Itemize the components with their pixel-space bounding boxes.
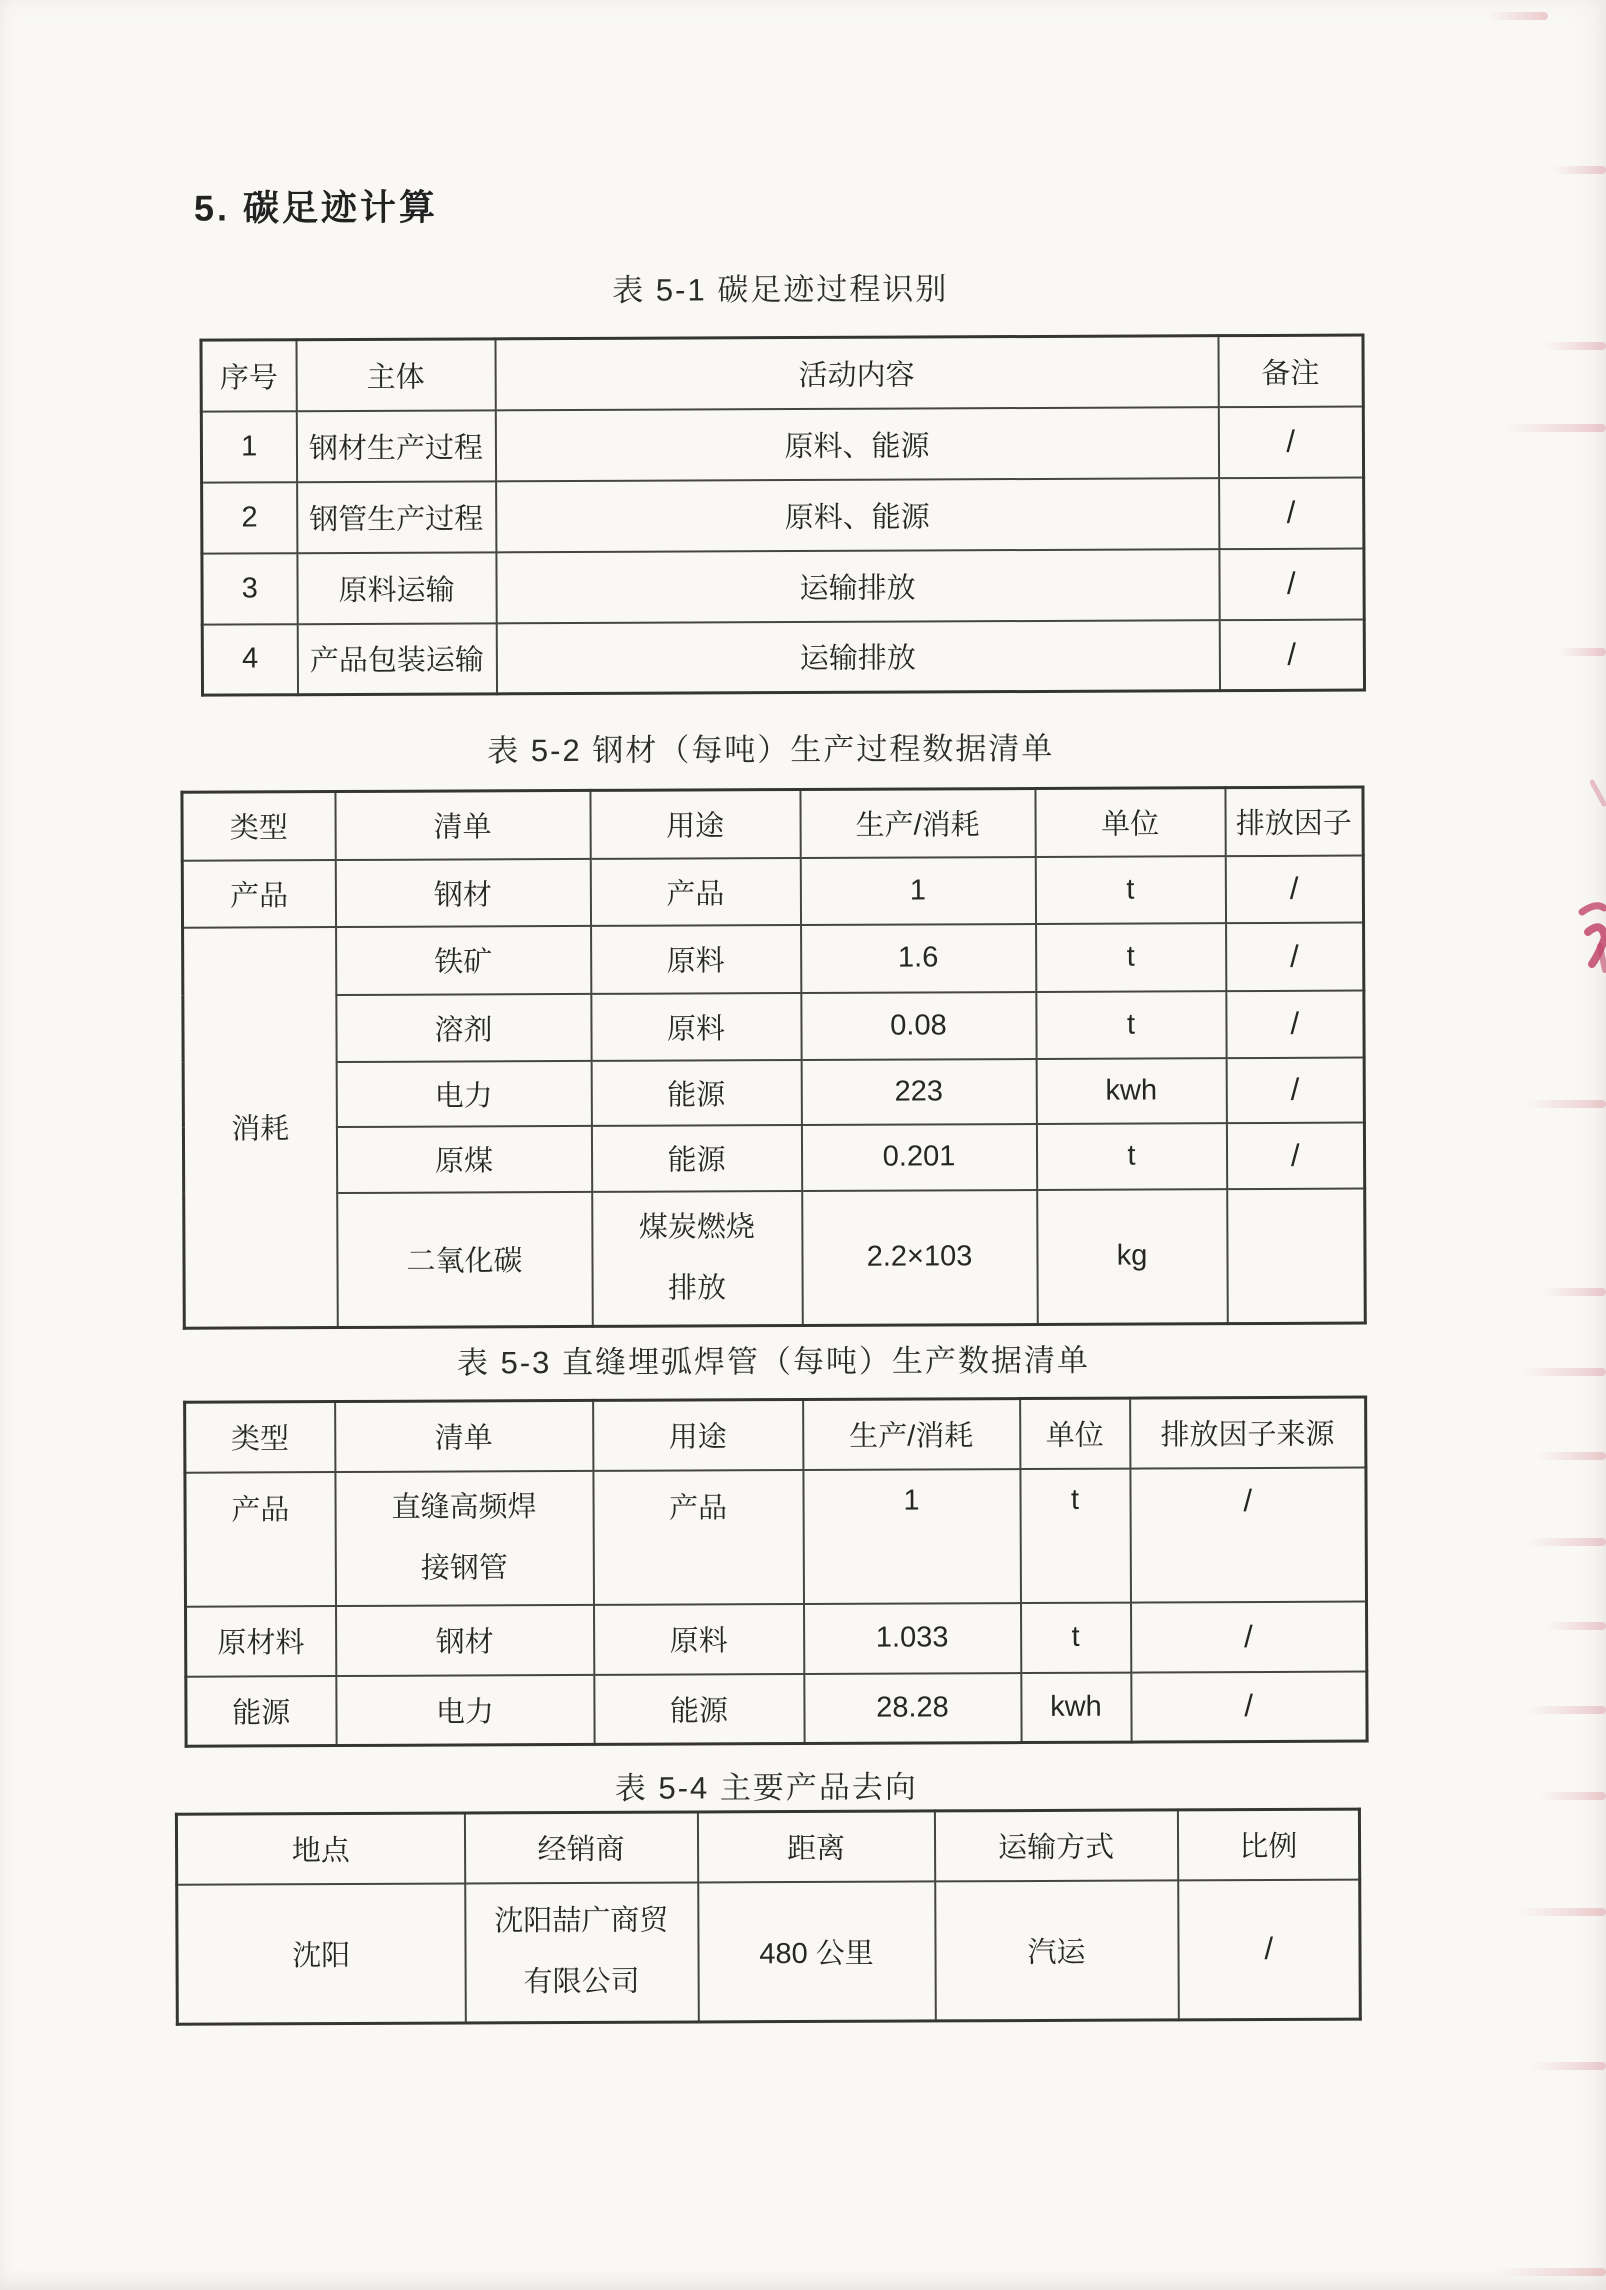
table-row — [183, 922, 1364, 995]
cell — [803, 1469, 1021, 1604]
text: 产品 — [231, 1493, 290, 1526]
header-cell: 生产/消耗 — [803, 1399, 1020, 1470]
cell: 二氧化碳 — [337, 1191, 593, 1327]
table-row — [185, 1467, 1367, 1606]
cell — [1020, 1468, 1131, 1602]
table-row — [202, 548, 1364, 624]
text: 产品 — [668, 1491, 728, 1525]
header-cell: 比例 — [1177, 1809, 1359, 1880]
table-5-2 — [180, 786, 1366, 1330]
cell: 产品 — [182, 860, 335, 928]
cell: 溶剂 — [336, 993, 591, 1061]
table-row — [201, 406, 1363, 482]
cell: 汽运 — [935, 1880, 1179, 2021]
cell: 28.28 — [804, 1673, 1021, 1744]
header-cell: 生产/消耗 — [800, 788, 1035, 857]
cell: 产品 — [590, 858, 800, 926]
cell: 铁矿 — [336, 925, 591, 994]
cell: / — [1219, 477, 1364, 549]
cell: / — [1130, 1601, 1366, 1672]
text: t — [1070, 1483, 1080, 1516]
cell: 能源 — [591, 1060, 801, 1126]
cell: kwh — [1036, 1058, 1226, 1124]
cell — [1130, 1467, 1367, 1602]
rowspan-cell: 消耗 — [183, 927, 338, 1329]
table-row — [186, 1601, 1367, 1676]
cell: 原料 — [594, 1604, 804, 1675]
cell: 0.08 — [801, 991, 1036, 1059]
cell: 钢材 — [335, 858, 590, 926]
table-row — [182, 855, 1363, 927]
cell: kwh — [1021, 1672, 1131, 1742]
cell: 原料、能源 — [496, 478, 1219, 552]
text: 1 — [903, 1483, 920, 1517]
cell: 3 — [202, 553, 297, 624]
cell: / — [1218, 406, 1363, 478]
table-row — [186, 1671, 1367, 1746]
table-row — [177, 1879, 1361, 2024]
cell: 产品包装运输 — [297, 623, 496, 695]
two-line-text — [593, 1210, 801, 1305]
header-cell: 排放因子 — [1225, 787, 1363, 856]
header-cell: 清单 — [335, 1400, 593, 1471]
cell: 1.033 — [804, 1603, 1021, 1674]
table-row — [183, 1057, 1364, 1127]
header-cell: 地点 — [176, 1813, 464, 1884]
table-row — [184, 1188, 1366, 1328]
cell: / — [1226, 1057, 1364, 1123]
cell: 223 — [801, 1058, 1036, 1124]
cell: 能源 — [594, 1674, 804, 1745]
table-5-1-caption: 表 5-1 碳足迹过程识别 — [612, 271, 949, 308]
header-cell: 距离 — [697, 1811, 934, 1882]
header-cell: 类型 — [185, 1402, 335, 1473]
table-row — [202, 619, 1364, 695]
cell: / — [1225, 855, 1363, 923]
cell: 原料 — [591, 925, 801, 994]
cell: 运输排放 — [496, 549, 1219, 623]
cell: kg — [1037, 1189, 1228, 1325]
cell: 2.2×103 — [802, 1189, 1038, 1325]
header-cell: 主体 — [296, 339, 495, 411]
header-cell: 清单 — [335, 790, 590, 859]
header-cell: 经销商 — [464, 1812, 697, 1883]
cell: / — [1226, 1122, 1364, 1189]
two-line-text — [336, 1492, 592, 1583]
table-row — [176, 1809, 1359, 1884]
table-row — [202, 477, 1364, 553]
table-5-4-caption: 表 5-4 主要产品去向 — [614, 1769, 918, 1806]
two-line-text — [466, 1904, 697, 1999]
cell: 电力 — [336, 1674, 594, 1745]
line: 排放 — [668, 1272, 727, 1305]
table-row — [183, 1122, 1364, 1193]
cell: 电力 — [336, 1060, 591, 1126]
cell: / — [1178, 1879, 1361, 2020]
table-row — [185, 1397, 1366, 1472]
table-5-2-caption: 表 5-2 钢材（每吨）生产过程数据清单 — [487, 730, 1055, 769]
cell — [335, 1470, 594, 1605]
header-cell: 类型 — [182, 792, 335, 861]
cell: / — [1226, 922, 1364, 991]
cell: t — [1020, 1602, 1130, 1672]
cell: t — [1036, 991, 1226, 1059]
cell: 原料 — [591, 993, 801, 1061]
cell: 钢材 — [336, 1604, 594, 1675]
cell: / — [1219, 619, 1364, 691]
section-title: 5. 碳足迹计算 — [193, 186, 439, 229]
cell: / — [1131, 1671, 1367, 1742]
cell: 1 — [800, 856, 1035, 924]
cell — [185, 1472, 336, 1607]
line: 接钢管 — [420, 1551, 508, 1585]
cell: 0.201 — [801, 1123, 1036, 1190]
cell: 1.6 — [801, 923, 1036, 992]
header-cell: 活动内容 — [495, 336, 1218, 410]
table-row — [183, 990, 1364, 1062]
header-cell: 运输方式 — [934, 1810, 1177, 1881]
cell: 钢材生产过程 — [296, 410, 495, 482]
cell — [592, 1191, 803, 1327]
cell: 钢管生产过程 — [297, 481, 496, 553]
cell: 能源 — [591, 1125, 801, 1192]
table-row — [201, 335, 1363, 411]
table-5-3-caption: 表 5-3 直缝埋弧焊管（每吨）生产数据清单 — [456, 1342, 1091, 1381]
line: 沈阳喆广商贸 — [494, 1904, 669, 1938]
header-cell: 用途 — [593, 1400, 803, 1471]
cell: 运输排放 — [496, 620, 1219, 694]
cell: 1 — [201, 411, 296, 482]
cell: t — [1036, 1123, 1226, 1190]
cell: / — [1226, 990, 1364, 1058]
cell: 2 — [202, 482, 297, 553]
cell — [1227, 1188, 1366, 1324]
cell — [465, 1882, 699, 2023]
table-5-1 — [199, 334, 1366, 697]
table-5-4 — [175, 1808, 1362, 2026]
header-cell: 排放因子来源 — [1130, 1397, 1366, 1468]
cell: 480 公里 — [698, 1881, 936, 2022]
cell: 4 — [202, 624, 297, 695]
table-5-3 — [183, 1396, 1369, 1748]
line: 煤炭燃烧 — [638, 1210, 755, 1244]
cell: 原材料 — [186, 1606, 336, 1677]
cell: 原料、能源 — [495, 407, 1218, 481]
cell — [593, 1470, 804, 1605]
header-cell: 单位 — [1020, 1398, 1130, 1468]
header-cell: 序号 — [201, 340, 296, 411]
table-row — [182, 787, 1363, 860]
text: / — [1243, 1482, 1253, 1518]
header-cell: 单位 — [1035, 788, 1225, 857]
cell: / — [1219, 548, 1364, 620]
cell: 能源 — [186, 1676, 336, 1747]
cell: 沈阳 — [177, 1883, 466, 2024]
line: 有限公司 — [523, 1965, 640, 1999]
cell: 原料运输 — [297, 552, 496, 624]
header-cell: 用途 — [590, 790, 800, 859]
cell: t — [1036, 923, 1226, 992]
header-cell: 备注 — [1218, 335, 1363, 407]
cell: t — [1035, 856, 1225, 924]
line: 直缝高频焊 — [391, 1490, 537, 1524]
cell: 原煤 — [336, 1125, 591, 1192]
